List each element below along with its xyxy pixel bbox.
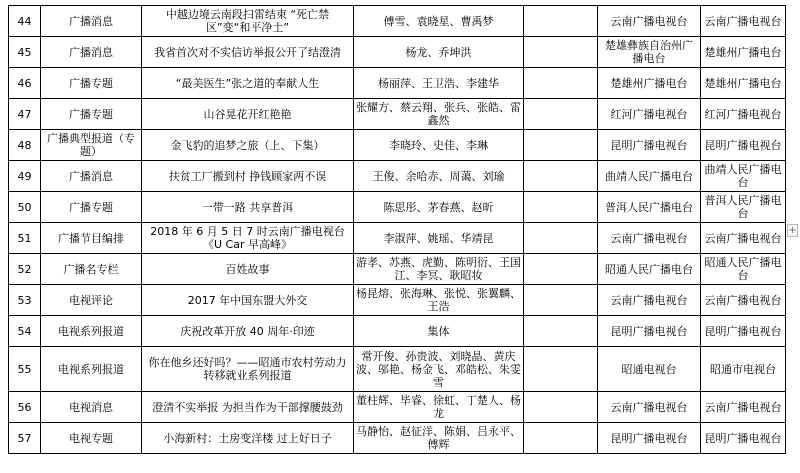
publisher-cell: 楚雄州广播电台 xyxy=(701,68,786,99)
unit-cell: 云南广播电视台 xyxy=(598,285,701,316)
title-cell: 百姓故事 xyxy=(142,254,354,285)
category-cell: 电视系列报道 xyxy=(41,316,142,347)
unit-cell: 曲靖人民广播电台 xyxy=(598,161,701,192)
award-table xyxy=(8,5,786,454)
publisher-cell: 普洱人民广播电台 xyxy=(701,192,786,223)
table-body xyxy=(9,6,786,454)
authors-cell: 杨丽萍、王卫浩、李建华 xyxy=(354,68,524,99)
table-row xyxy=(9,423,786,454)
authors-cell: 傅雪、袁晓星、曹禹梦 xyxy=(354,6,524,37)
unit-cell: 楚雄州广播电台 xyxy=(598,68,701,99)
title-cell: 我省首次对不实信访举报公开了结澄清 xyxy=(142,37,354,68)
unit-cell: 红河广播电视台 xyxy=(598,99,701,130)
table-row xyxy=(9,68,786,99)
table-row xyxy=(9,161,786,192)
row-number-cell: 50 xyxy=(9,192,41,223)
authors-cell: 马静怡、赵征洋、陈娟、吕永平、傅辉 xyxy=(354,423,524,454)
title-cell: 中越边境云南段扫雷结束 “死亡禁区”变“和平净土” xyxy=(142,6,354,37)
table-row xyxy=(9,254,786,285)
table-row xyxy=(9,316,786,347)
blank-cell xyxy=(524,285,598,316)
row-number-cell: 51 xyxy=(9,223,41,254)
category-cell: 广播典型报道（专题） xyxy=(41,130,142,161)
blank-cell xyxy=(524,99,598,130)
authors-cell: 陈思彤、茅春燕、赵昕 xyxy=(354,192,524,223)
blank-cell xyxy=(524,347,598,392)
table-row xyxy=(9,285,786,316)
title-cell: 金飞豹的追梦之旅（上、下集） xyxy=(142,130,354,161)
authors-cell: 董柱辉、毕睿、徐虹、丁楚人、杨龙 xyxy=(354,392,524,423)
table-row xyxy=(9,130,786,161)
unit-cell: 云南广播电视台 xyxy=(598,392,701,423)
row-number-cell: 47 xyxy=(9,99,41,130)
row-number-cell: 46 xyxy=(9,68,41,99)
row-number-cell: 53 xyxy=(9,285,41,316)
unit-cell: 昆明广播电视台 xyxy=(598,130,701,161)
publisher-cell: 楚雄州广播电台 xyxy=(701,37,786,68)
row-number-cell: 55 xyxy=(9,347,41,392)
table-row xyxy=(9,6,786,37)
authors-cell: 杨昆熔、张海琳、张悦、张翼麟、王浩 xyxy=(354,285,524,316)
blank-cell xyxy=(524,6,598,37)
row-number-cell: 57 xyxy=(9,423,41,454)
blank-cell xyxy=(524,37,598,68)
unit-cell: 楚雄彝族自治州广播电台 xyxy=(598,37,701,68)
blank-cell xyxy=(524,68,598,99)
title-cell: “最美医生”张之道的奉献人生 xyxy=(142,68,354,99)
category-cell: 电视消息 xyxy=(41,392,142,423)
authors-cell: 常开俊、孙贵波、刘晓晶、黄庆波、邬艳、杨金飞、邓皓松、朱雯雪 xyxy=(354,347,524,392)
publisher-cell: 云南广播电视台 xyxy=(701,285,786,316)
authors-cell: 张耀方、蔡云翔、张兵、张皓、雷鑫然 xyxy=(354,99,524,130)
row-number-cell: 48 xyxy=(9,130,41,161)
title-cell: 澄清不实举报 为担当作为干部撑腰鼓劲 xyxy=(142,392,354,423)
publisher-cell: 昭通市电视台 xyxy=(701,347,786,392)
title-cell: 扶贫工厂搬到村 挣钱顾家两不误 xyxy=(142,161,354,192)
category-cell: 广播专题 xyxy=(41,99,142,130)
publisher-cell: 云南广播电视台 xyxy=(701,6,786,37)
blank-cell xyxy=(524,316,598,347)
table-row xyxy=(9,37,786,68)
category-cell: 电视专题 xyxy=(41,423,142,454)
title-cell: 2017 年中国东盟大外交 xyxy=(142,285,354,316)
category-cell: 广播专题 xyxy=(41,192,142,223)
unit-cell: 云南广播电视台 xyxy=(598,223,701,254)
title-cell: 山谷晃花开红艳艳 xyxy=(142,99,354,130)
title-cell: 你在他乡还好吗？——昭通市农村劳动力转移就业系列报道 xyxy=(142,347,354,392)
row-number-cell: 52 xyxy=(9,254,41,285)
row-number-cell: 54 xyxy=(9,316,41,347)
title-cell: 2018 年 6 月 5 日 7 时云南广播电视台《U Car 早高峰》 xyxy=(142,223,354,254)
publisher-cell: 曲靖人民广播电台 xyxy=(701,161,786,192)
publisher-cell: 昆明广播电视台 xyxy=(701,130,786,161)
title-cell: 小海新村：土房变洋楼 过上好日子 xyxy=(142,423,354,454)
table-row xyxy=(9,192,786,223)
authors-cell: 杨龙、乔坤洪 xyxy=(354,37,524,68)
table-row xyxy=(9,99,786,130)
blank-cell xyxy=(524,254,598,285)
unit-cell: 昭通人民广播电台 xyxy=(598,254,701,285)
unit-cell: 云南广播电视台 xyxy=(598,6,701,37)
blank-cell xyxy=(524,223,598,254)
category-cell: 广播消息 xyxy=(41,6,142,37)
blank-cell xyxy=(524,423,598,454)
blank-cell xyxy=(524,161,598,192)
unit-cell: 昆明广播电视台 xyxy=(598,316,701,347)
unit-cell: 昭通电视台 xyxy=(598,347,701,392)
category-cell: 广播名专栏 xyxy=(41,254,142,285)
authors-cell: 李晓玲、史佳、李琳 xyxy=(354,130,524,161)
table-row xyxy=(9,347,786,392)
publisher-cell: 红河广播电视台 xyxy=(701,99,786,130)
table-row xyxy=(9,223,786,254)
category-cell: 电视系列报道 xyxy=(41,347,142,392)
category-cell: 电视评论 xyxy=(41,285,142,316)
expand-scroll-button[interactable]: + xyxy=(788,225,797,236)
row-number-cell: 56 xyxy=(9,392,41,423)
title-cell: 一带一路 共享普洱 xyxy=(142,192,354,223)
authors-cell: 集体 xyxy=(354,316,524,347)
unit-cell: 普洱人民广播电台 xyxy=(598,192,701,223)
blank-cell xyxy=(524,392,598,423)
publisher-cell: 昭通人民广播电台 xyxy=(701,254,786,285)
publisher-cell: 昆明广播电视台 xyxy=(701,423,786,454)
unit-cell: 昆明广播电视台 xyxy=(598,423,701,454)
publisher-cell: 昆明广播电视台 xyxy=(701,316,786,347)
blank-cell xyxy=(524,130,598,161)
category-cell: 广播消息 xyxy=(41,161,142,192)
blank-cell xyxy=(524,192,598,223)
publisher-cell: 云南广播电视台 xyxy=(701,392,786,423)
row-number-cell: 44 xyxy=(9,6,41,37)
row-number-cell: 49 xyxy=(9,161,41,192)
table-row xyxy=(9,392,786,423)
authors-cell: 王俊、余哈赤、周蔼、刘瑜 xyxy=(354,161,524,192)
title-cell: 庆祝改革开放 40 周年·印迹 xyxy=(142,316,354,347)
category-cell: 广播消息 xyxy=(41,37,142,68)
category-cell: 广播专题 xyxy=(41,68,142,99)
publisher-cell: 云南广播电视台 xyxy=(701,223,786,254)
authors-cell: 李淑萍、姚瑶、华靖昆 xyxy=(354,223,524,254)
authors-cell: 游孝、苏燕、虎勤、陈明衍、王国江、李冥、耿昭妆 xyxy=(354,254,524,285)
category-cell: 广播节目编排 xyxy=(41,223,142,254)
row-number-cell: 45 xyxy=(9,37,41,68)
